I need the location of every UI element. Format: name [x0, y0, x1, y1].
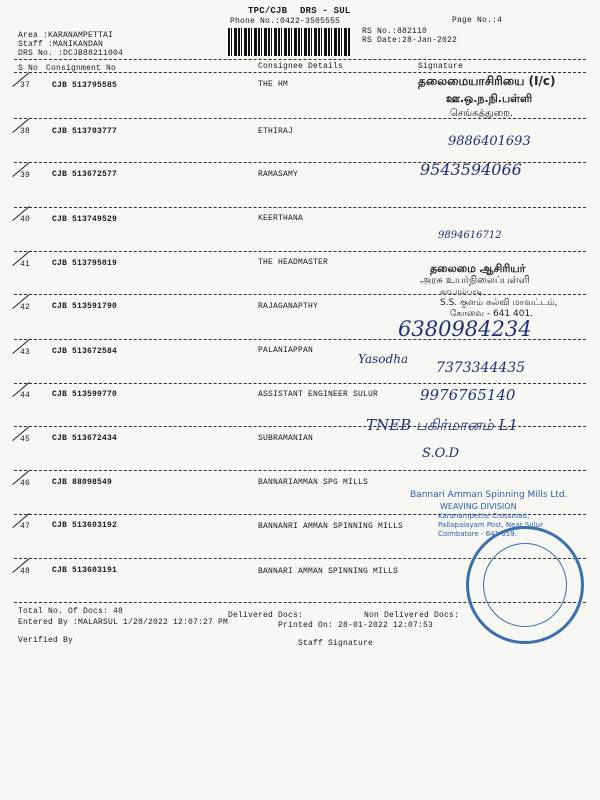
row-consignee: RAJAGANAPTHY	[258, 302, 319, 311]
col-signature: Signature	[418, 62, 464, 71]
sig-38-phone: 9886401693	[448, 134, 531, 149]
row-consignment: CJB 513795019	[52, 259, 118, 268]
sig-39-phone: 9543594066	[420, 160, 522, 179]
divider	[14, 470, 586, 471]
row-consignee: THE HEADMASTER	[258, 258, 329, 267]
sig-37-line3: செங்கத்துறை.	[450, 108, 514, 119]
row-consignee: RAMASAMY	[258, 170, 299, 179]
stamp-line1: Bannari Amman Spinning Mills Ltd.	[410, 490, 568, 500]
divider	[14, 207, 586, 208]
row-consignee: ASSISTANT ENGINEER SULUR	[258, 390, 379, 399]
staff-signature: Staff Signature	[298, 639, 374, 648]
sig-43-phone: 7373344435	[436, 360, 526, 376]
sig-40-phone: 9894616712	[438, 230, 502, 241]
row-sno: 43	[20, 348, 31, 357]
col-sno: S No	[18, 64, 39, 73]
sig-41-line2: அரசு உயர்நிலைப்பள்ளி	[420, 275, 530, 286]
delivered-docs: Delivered Docs:	[228, 611, 304, 620]
verified-by: Verified By	[18, 636, 74, 645]
header-phone: Phone No.:0422-3505555	[230, 17, 341, 26]
row-sno: 44	[20, 391, 31, 400]
row-sno: 41	[20, 260, 31, 269]
row-consignment: CJB 88098549	[52, 478, 113, 487]
stamp-line3: Karanampettai Crossroad,	[438, 512, 530, 520]
sig-37-line1: தலைமையாசிரியை (I/c)	[418, 74, 556, 88]
row-consignment: CJB 513672584	[52, 347, 118, 356]
stamp-line2: WEAVING DIVISION	[440, 502, 517, 511]
stamp-line5: Coimbatore - 641 659.	[438, 530, 517, 538]
row-consignee: THE HM	[258, 80, 289, 89]
sig-41-line1: தலைமை ஆசிரியர்	[430, 262, 526, 275]
row-sno: 42	[20, 303, 31, 312]
total-docs: Total No. Of Docs: 48	[18, 607, 124, 616]
sig-45-text: TNEB பகிர்மானம் L1	[366, 416, 518, 434]
printed-on: Printed On: 28-01-2022 12:07:53	[278, 621, 434, 630]
rs-date: RS Date:28-Jan-2022	[362, 36, 458, 45]
row-sno: 46	[20, 479, 31, 488]
col-details: Consignee Details	[258, 62, 344, 71]
page-number: Page No.:4	[452, 16, 503, 25]
divider	[14, 59, 586, 60]
row-consignment: CJB 513672577	[52, 170, 118, 179]
row-consignee: SUBRAMANIAN	[258, 434, 314, 443]
non-delivered-docs: Non Delivered Docs:	[364, 611, 460, 620]
row-consignee: KEERTHANA	[258, 214, 304, 223]
row-sno: 40	[20, 215, 31, 224]
row-sno: 38	[20, 127, 31, 136]
sig-42-stamp2: கோவை - 641 401.	[450, 309, 534, 319]
divider	[14, 72, 586, 73]
header-title-drs: DRS - SUL	[300, 6, 351, 16]
barcode	[228, 28, 350, 56]
sig-42-phone: 6380984234	[398, 317, 532, 341]
sig-44-phone: 9976765140	[420, 386, 516, 404]
drs-number: DRS No. :DCJB88211004	[18, 49, 124, 58]
seal-stamp	[466, 526, 584, 644]
divider	[14, 383, 586, 384]
row-sno: 47	[20, 522, 31, 531]
row-consignment: CJB 513603191	[52, 566, 118, 575]
row-consignee: BANNANRI AMMAN SPINNING MILLS	[258, 522, 404, 531]
sig-46-text: S.O.D	[422, 446, 460, 461]
row-consignee: ETHIRAJ	[258, 127, 294, 136]
row-sno: 45	[20, 435, 31, 444]
row-consignment: CJB 513795585	[52, 81, 118, 90]
row-consignee: BANNARI AMMAN SPINNING MILLS	[258, 567, 399, 576]
row-consignment: CJB 513603192	[52, 521, 118, 530]
row-consignee: BANNARIAMMAN SPG MILLS	[258, 478, 369, 487]
col-consignment: Consignment No	[46, 64, 117, 73]
sig-41-line3: காடாம்பாடி	[440, 287, 483, 296]
sig-37-line2: ஊ.ஒ.ந.நி.பள்ளி	[446, 92, 533, 105]
divider	[14, 251, 586, 252]
divider	[14, 294, 586, 295]
row-consignment: CJB 513591790	[52, 302, 118, 311]
row-sno: 48	[20, 567, 31, 576]
row-consignment: CJB 513672434	[52, 434, 118, 443]
row-consignment: CJB 513749529	[52, 215, 118, 224]
area-label: Area :KARANAMPETTAI	[18, 31, 114, 40]
sig-42-stamp1: S.S. குளம் கல்வி மாவட்டம்,	[440, 298, 558, 308]
row-consignment: CJB 513703777	[52, 127, 118, 136]
staff-label: Staff :MANIKANDAN	[18, 40, 104, 49]
sig-43-name: Yasodha	[358, 352, 409, 366]
row-sno: 37	[20, 81, 31, 90]
row-consignee: PALANIAPPAN	[258, 346, 314, 355]
stamp-line4: Pallapalayam Post, Near Sulur	[438, 521, 543, 529]
row-consignment: CJB 513599770	[52, 390, 118, 399]
header-title-prefix: TPC/CJB	[248, 6, 288, 16]
entered-by: Entered By :MALARSUL 1/28/2022 12:07:27 PM	[18, 618, 229, 627]
row-sno: 39	[20, 171, 31, 180]
rs-number: RS No.:882110	[362, 27, 428, 36]
